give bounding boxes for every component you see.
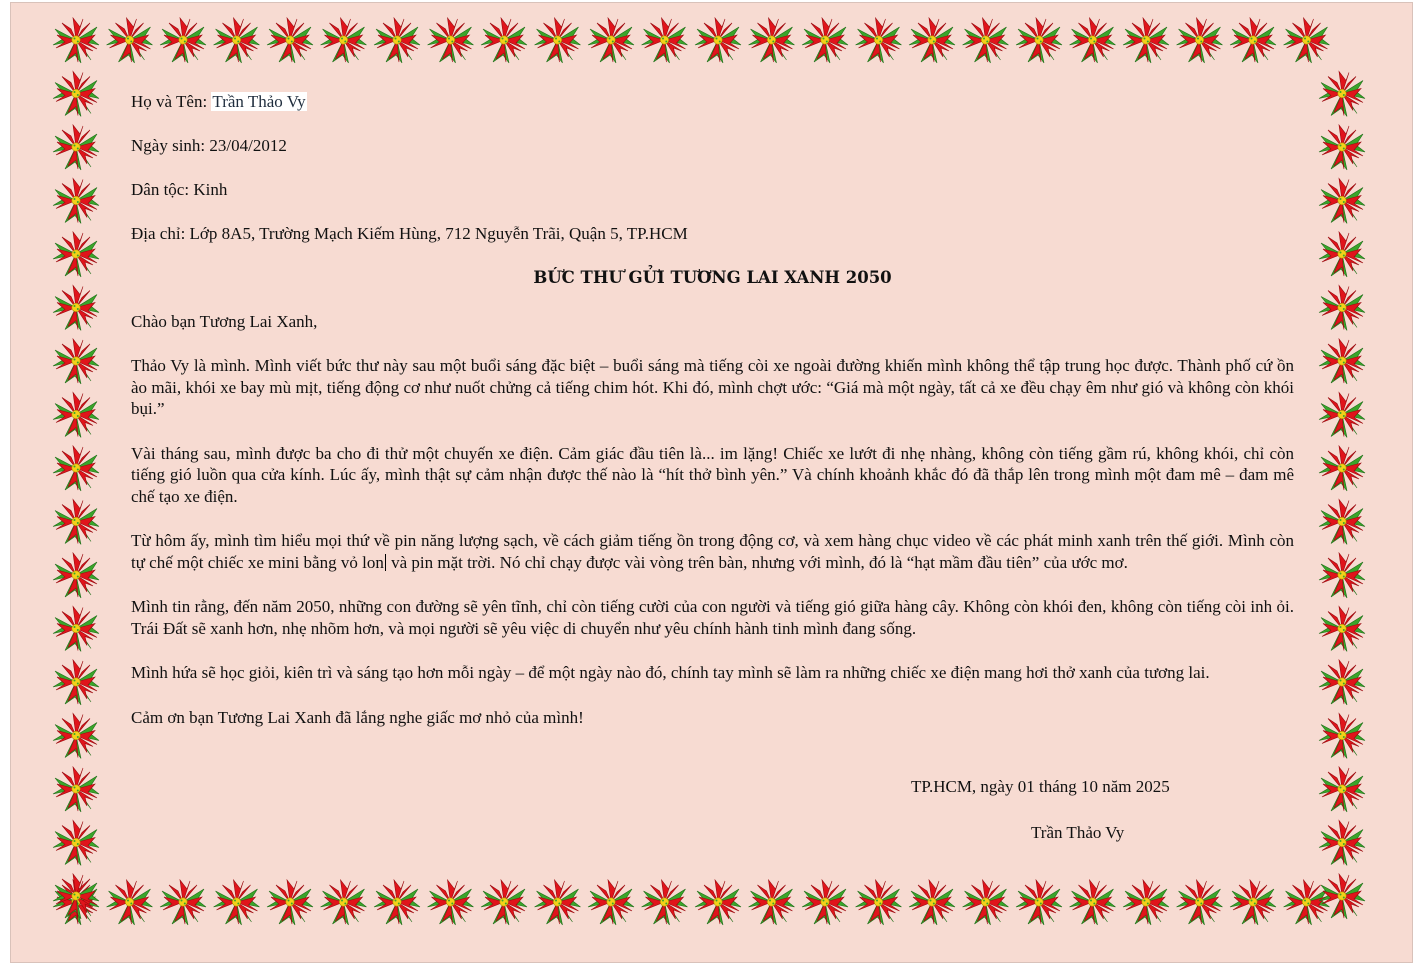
poinsettia-flower-icon (1319, 660, 1365, 705)
poinsettia-flower-icon (53, 179, 99, 224)
poinsettia-flower-icon (53, 500, 99, 545)
poinsettia-flower-icon (802, 18, 848, 63)
poinsettia-flower-icon (588, 880, 634, 925)
poinsettia-flower-icon (802, 880, 848, 925)
poinsettia-flower-icon (1319, 714, 1365, 759)
poinsettia-flower-icon (1123, 880, 1169, 925)
poinsettia-flower-icon (267, 18, 313, 63)
poinsettia-flower-icon (160, 18, 206, 63)
poinsettia-flower-icon (53, 72, 99, 117)
poinsettia-flower-icon (1319, 767, 1365, 812)
poinsettia-flower-icon (428, 18, 474, 63)
poinsettia-flower-icon (1284, 18, 1330, 63)
paragraph-4: Mình tin rằng, đến năm 2050, những con đường sẽ yên tĩnh, chỉ còn tiếng cười của con người và tiếng gió giữa hàng cây. Không còn khói đen, không còn tiếng còi inh ỏi. Trái Đất sẽ xanh hơn, nhẹ nhõm hơn, và mọi người sẽ yêu việc di chuyển như yêu chính hành tinh mình đang sống. (131, 597, 1294, 638)
poinsettia-flower-icon (53, 607, 99, 652)
paragraph-6: Cảm ơn bạn Tương Lai Xanh đã lắng nghe giấc mơ nhỏ của mình! (131, 707, 584, 727)
poinsettia-flower-icon (214, 880, 260, 925)
name-line (131, 91, 1294, 112)
letter-greeting: Chào bạn Tương Lai Xanh, (131, 312, 318, 331)
poinsettia-flower-icon (53, 714, 99, 759)
poinsettia-flower-icon (53, 821, 99, 866)
poinsettia-flower-icon (695, 880, 741, 925)
poinsettia-flower-icon (1177, 880, 1223, 925)
poinsettia-flower-icon (909, 880, 955, 925)
poinsettia-flower-icon (856, 880, 902, 925)
poinsettia-flower-icon (1016, 18, 1062, 63)
poinsettia-flower-icon (267, 880, 313, 925)
poinsettia-flower-icon (695, 18, 741, 63)
poinsettia-flower-icon (374, 18, 420, 63)
poinsettia-flower-icon (53, 232, 99, 277)
poinsettia-flower-icon (909, 18, 955, 63)
poinsettia-flower-icon (1319, 874, 1365, 919)
poinsettia-flower-icon (588, 18, 634, 63)
poinsettia-flower-icon (214, 18, 260, 63)
poinsettia-flower-icon (1319, 286, 1365, 331)
poinsettia-flower-icon (1070, 880, 1116, 925)
letter-content (131, 91, 1294, 751)
paragraph-2: Vài tháng sau, mình được ba cho đi thử một chuyến xe điện. Cảm giác đầu tiên là... im lặng! Chiếc xe lướt đi nhẹ nhàng, không còn tiếng gầm rú, không khói, chỉ còn tiếng gió luồn qua cửa kính. Lúc ấy, mình thật sự cảm nhận được thế nào là “hít thở bình yên.” Và chính khoảnh khắc đó đã thắp lên trong mình một đam mê – đam mê chế tạo xe điện. (131, 443, 1294, 506)
poinsettia-flower-icon (53, 125, 99, 170)
poinsettia-flower-icon (374, 880, 420, 925)
paragraph-3 (131, 530, 1294, 573)
poinsettia-flower-icon (1319, 446, 1365, 491)
poinsettia-flower-icon (1319, 339, 1365, 384)
poinsettia-flower-icon (107, 880, 153, 925)
poinsettia-flower-icon (481, 18, 527, 63)
document-page (10, 2, 1413, 963)
paragraph-1: Thảo Vy là mình. Mình viết bức thư này sau một buổi sáng đặc biệt – buổi sáng mà tiếng còi xe ngoài đường khiến mình không thể tập trung học được. Thành phố cứ ồn ào mãi, khói xe bay mù mịt, tiếng động cơ như nuốt chửng cả tiếng chim hót. Khi đó, mình chợt ước: “Giá mà một ngày, tất cả xe đều chạy êm như gió và không còn khói bụi.” (131, 356, 1294, 418)
poinsettia-flower-icon (1319, 393, 1365, 438)
poinsettia-flower-icon (53, 393, 99, 438)
ethnicity-line: Dân tộc: Kinh (131, 180, 228, 199)
poinsettia-flower-icon (481, 880, 527, 925)
poinsettia-flower-icon (53, 446, 99, 491)
poinsettia-flower-icon (1230, 880, 1276, 925)
poinsettia-flower-icon (1319, 553, 1365, 598)
signature: Trần Thảo Vy (1031, 823, 1125, 842)
poinsettia-flower-icon (428, 880, 474, 925)
poinsettia-flower-icon (642, 18, 688, 63)
poinsettia-flower-icon (856, 18, 902, 63)
paragraph-3-part-a: Từ hôm ấy, mình tìm hiểu mọi thứ về pin năng lượng sạch, về cách giảm tiếng ồn trong động cơ, và xem hàng chục video về các phát minh xanh trên thế giới. Mình còn tự chế một chiếc xe mini bằng vỏ lon (131, 531, 1294, 572)
poinsettia-flower-icon (53, 18, 99, 63)
poinsettia-flower-icon (963, 18, 1009, 63)
poinsettia-flower-icon (1319, 179, 1365, 224)
poinsettia-flower-icon (749, 18, 795, 63)
poinsettia-flower-icon (642, 880, 688, 925)
paragraph-5: Mình hứa sẽ học giỏi, kiên trì và sáng tạo hơn mỗi ngày – để một ngày nào đó, chính tay mình sẽ làm ra những chiếc xe điện mang hơi thở xanh của tương lai. (131, 663, 1210, 682)
name-label: Họ và Tên: (131, 92, 208, 111)
poinsettia-flower-icon (1319, 821, 1365, 866)
poinsettia-flower-icon (321, 18, 367, 63)
poinsettia-flower-icon (1070, 18, 1116, 63)
poinsettia-flower-icon (1319, 607, 1365, 652)
poinsettia-flower-icon (1319, 72, 1365, 117)
poinsettia-flower-icon (1319, 232, 1365, 277)
name-value: Trần Thảo Vy (212, 92, 306, 111)
place-date: TP.HCM, ngày 01 tháng 10 năm 2025 (911, 777, 1170, 796)
poinsettia-flower-icon (1319, 500, 1365, 545)
poinsettia-flower-icon (1016, 880, 1062, 925)
poinsettia-flower-icon (535, 18, 581, 63)
text-cursor (385, 554, 386, 571)
poinsettia-flower-icon (53, 339, 99, 384)
poinsettia-flower-icon (1123, 18, 1169, 63)
poinsettia-flower-icon (53, 767, 99, 812)
poinsettia-flower-icon (749, 880, 795, 925)
poinsettia-flower-icon (321, 880, 367, 925)
letter-title: BỨC THƯ GỬI TƯƠNG LAI XANH 2050 (533, 268, 892, 287)
poinsettia-flower-icon (160, 880, 206, 925)
poinsettia-flower-icon (53, 553, 99, 598)
poinsettia-flower-icon (1230, 18, 1276, 63)
poinsettia-flower-icon (963, 880, 1009, 925)
poinsettia-flower-icon (1177, 18, 1223, 63)
dob-line: Ngày sinh: 23/04/2012 (131, 136, 287, 155)
address-line: Địa chỉ: Lớp 8A5, Trường Mạch Kiếm Hùng, 712 Nguyễn Trãi, Quận 5, TP.HCM (131, 224, 688, 243)
poinsettia-flower-icon (53, 286, 99, 331)
poinsettia-flower-icon (1319, 125, 1365, 170)
poinsettia-flower-icon (535, 880, 581, 925)
poinsettia-flower-icon (53, 660, 99, 705)
poinsettia-flower-icon (107, 18, 153, 63)
paragraph-3-part-b: và pin mặt trời. Nó chỉ chạy được vài vòng trên bàn, nhưng với mình, đó là “hạt mầm đầu tiên” của ước mơ. (386, 552, 1128, 572)
